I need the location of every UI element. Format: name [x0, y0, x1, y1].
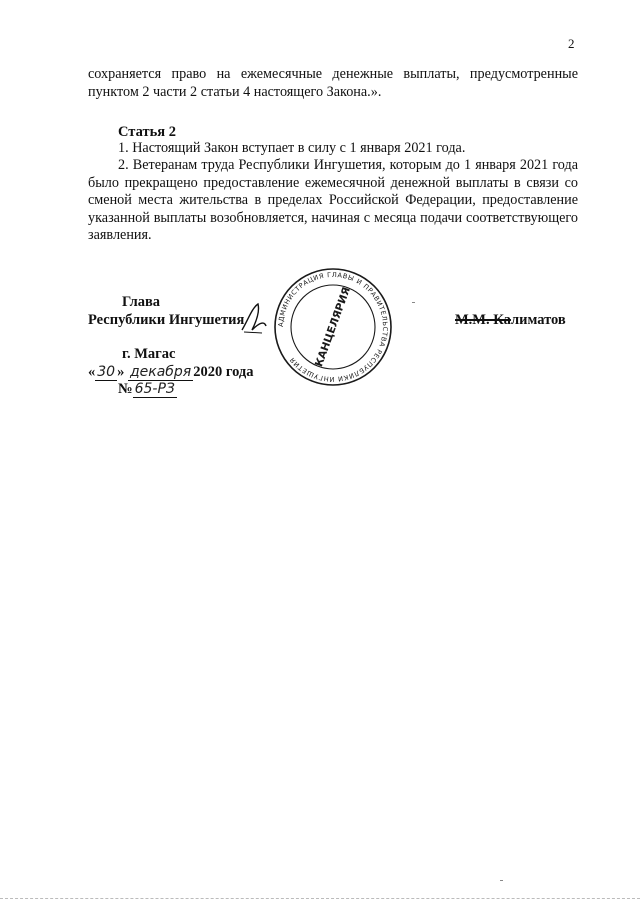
paragraph-continuation: сохраняется право на ежемесячные денежные выплаты, предусмотренные пунктом 2 части 2 статьи 4 настоящего Закона.».: [88, 66, 578, 100]
signatory-title-line1: Глава: [122, 294, 161, 310]
signatory-name-rest: лиматов: [510, 312, 566, 328]
law-number: [118, 381, 177, 398]
page-number: 2: [568, 36, 575, 51]
date-day: 30: [97, 364, 116, 380]
law-number-prefix: №: [118, 381, 133, 397]
signatory-name: [455, 312, 566, 329]
handwritten-signature: [238, 300, 270, 336]
official-stamp: [272, 266, 394, 388]
date-month: декабря: [129, 364, 192, 380]
scan-speck: [412, 302, 415, 303]
signatory-title-line2: Республики Ингушетия: [88, 312, 245, 328]
law-number-value: 65-РЗ: [134, 381, 175, 397]
scan-speck: [500, 880, 503, 881]
article-heading: Статья 2: [118, 124, 176, 140]
date-open-quote: «: [88, 364, 96, 380]
stamp-outer-text: АДМИНИСТРАЦИЯ ГЛАВЫ И ПРАВИТЕЛЬСТВА РЕСПУБЛИКИ ИНГУШЕТИЯ: [276, 270, 390, 384]
date-close-quote: »: [117, 364, 125, 380]
stamp-center-text: КАНЦЕЛЯРИЯ: [313, 285, 353, 369]
date-year: 2020 года: [193, 364, 254, 380]
paragraph-article-2-item-2: 2. Ветеранам труда Республики Ингушетия, которым до 1 января 2021 года было прекращено предоставление ежемесячной денежной выплаты в связи со сменой места жительства в пределах Российской Федерации, предоставление указанной выплаты возобновляется, начиная с месяца подачи соответствующего заявления.: [88, 157, 578, 244]
signing-date: [88, 364, 254, 381]
scan-edge-line: [0, 898, 640, 900]
paragraph-article-2-item-1: 1. Настоящий Закон вступает в силу с 1 января 2021 года.: [118, 140, 466, 156]
place-of-signing: г. Магас: [122, 346, 176, 362]
signatory-name-struck: М.М. Ка: [455, 312, 511, 328]
